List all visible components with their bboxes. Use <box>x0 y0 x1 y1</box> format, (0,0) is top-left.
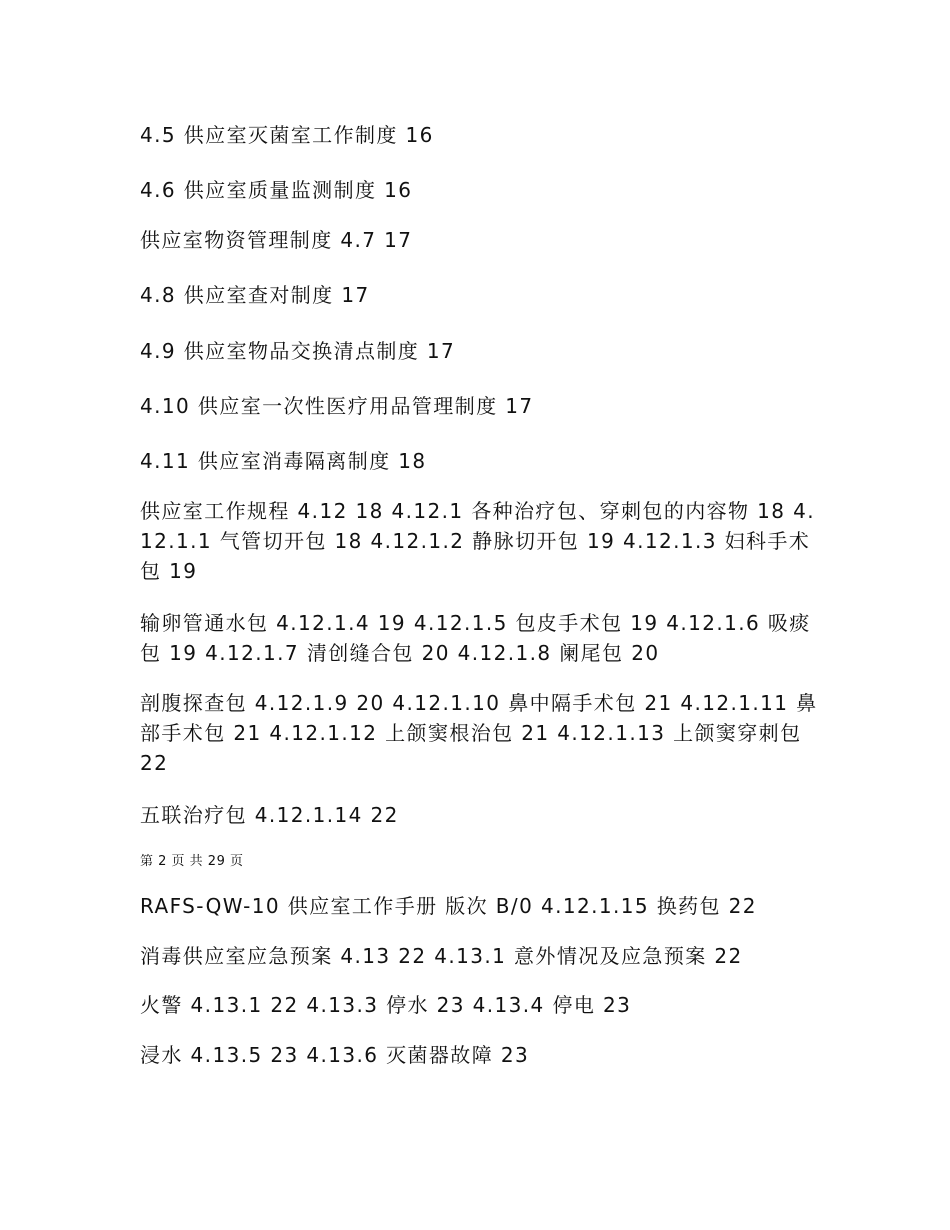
page-number-note: 第 2 页 共 29 页 <box>140 854 244 869</box>
toc-paragraph: 供应室工作规程 4.12 18 4.12.1 各种治疗包、穿刺包的内容物 18 4.12.1.1 气管切开包 18 4.12.1.2 静脉切开包 19 4.12.1.3 妇科手术包 19 <box>140 499 816 583</box>
toc-entry: 4.11 供应室消毒隔离制度 18 <box>140 449 427 473</box>
toc-paragraph: 剖腹探查包 4.12.1.9 20 4.12.1.10 鼻中隔手术包 21 4.12.1.11 鼻部手术包 21 4.12.1.12 上颌窦根治包 21 4.12.1.13 上颌窦穿刺包 22 <box>140 691 818 775</box>
toc-entry: RAFS-QW-10 供应室工作手册 版次 B/0 4.12.1.15 换药包 22 <box>140 894 757 918</box>
toc-entry: 五联治疗包 4.12.1.14 22 <box>140 803 399 827</box>
toc-entry: 浸水 4.13.5 23 4.13.6 灭菌器故障 23 <box>140 1043 530 1067</box>
toc-entry: 4.8 供应室查对制度 17 <box>140 283 370 307</box>
toc-entry: 4.5 供应室灭菌室工作制度 16 <box>140 123 434 147</box>
toc-entry: 4.10 供应室一次性医疗用品管理制度 17 <box>140 394 534 418</box>
toc-entry: 供应室物资管理制度 4.7 17 <box>140 228 413 252</box>
toc-entry: 火警 4.13.1 22 4.13.3 停水 23 4.13.4 停电 23 <box>140 993 632 1017</box>
toc-paragraph: 输卵管通水包 4.12.1.4 19 4.12.1.5 包皮手术包 19 4.12.1.6 吸痰包 19 4.12.1.7 清创缝合包 20 4.12.1.8 阑尾包 20 <box>140 611 811 665</box>
toc-entry: 消毒供应室应急预案 4.13 22 4.13.1 意外情况及应急预案 22 <box>140 944 743 968</box>
toc-entry: 4.9 供应室物品交换清点制度 17 <box>140 339 456 363</box>
toc-entry: 4.6 供应室质量监测制度 16 <box>140 178 413 202</box>
